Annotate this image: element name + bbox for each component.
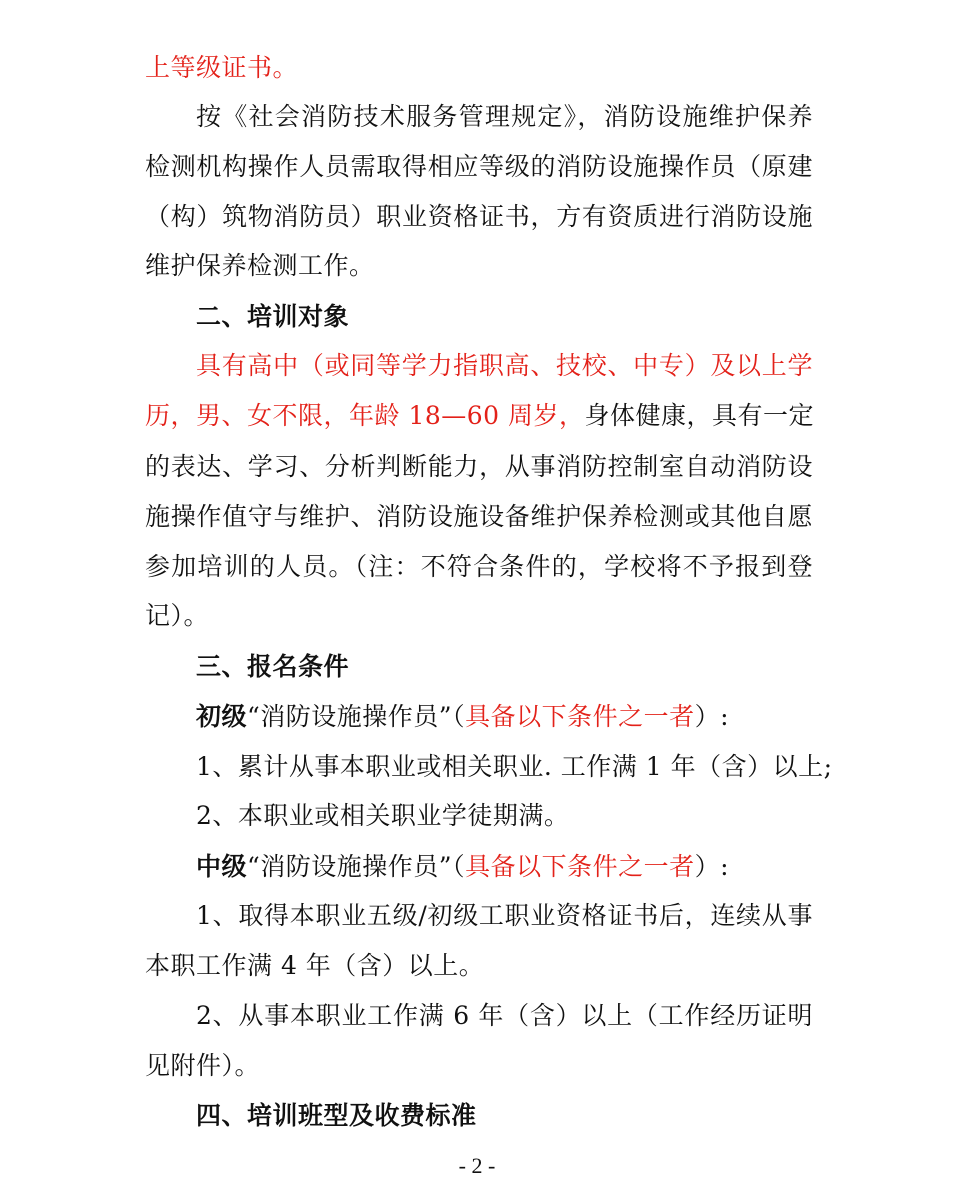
target-line-2 [145, 400, 813, 432]
law-line-1: 按《社会消防技术服务管理规定》，消防设施维护保养 [196, 102, 813, 131]
section-heading-3: 三、报名条件 [196, 652, 350, 681]
middle-item-1-line-1: 1、取得本职业五级/初级工职业资格证书后，连续从事 [196, 901, 813, 930]
middle-name: “消防设施操作员”（ [247, 852, 466, 881]
junior-heading [196, 701, 813, 733]
middle-level: 中级 [196, 852, 248, 881]
junior-close: ）: [694, 702, 730, 731]
target-line-2-red: 历，男、女不限，年龄 18—60 周岁， [145, 401, 585, 430]
junior-item-1: 1、累计从事本职业或相关职业. 工作满 1 年（含）以上; [196, 752, 833, 781]
target-line-4: 施操作值守与维护、消防设施设备维护保养检测或其他自愿 [145, 502, 813, 531]
junior-name: “消防设施操作员”（ [247, 702, 466, 731]
intro-tail: 上等级证书。 [145, 53, 299, 82]
target-line-2-rest: 身体健康，具有一定 [584, 401, 815, 430]
law-line-3: （构）筑物消防员）职业资格证书，方有资质进行消防设施 [145, 202, 813, 231]
middle-item-2-line-1: 2、从事本职业工作满 6 年（含）以上（工作经历证明 [196, 1001, 813, 1030]
law-line-2: 检测机构操作人员需取得相应等级的消防设施操作员（原建 [145, 152, 813, 181]
middle-heading [196, 851, 813, 883]
middle-item-1-line-2: 本职工作满 4 年（含）以上。 [145, 951, 485, 980]
section-heading-2: 二、培训对象 [196, 302, 350, 331]
section-heading-4: 四、培训班型及收费标准 [196, 1101, 477, 1130]
junior-item-2: 2、本职业或相关职业学徒期满。 [196, 801, 570, 830]
middle-close: ）: [694, 852, 730, 881]
middle-cond: 具备以下条件之一者 [465, 852, 695, 881]
page-number: - 2 - [458, 1153, 496, 1178]
target-line-1: 具有高中（或同等学力指职高、技校、中专）及以上学 [196, 351, 813, 380]
middle-item-2-line-2: 见附件）。 [145, 1051, 261, 1080]
target-line-3: 的表达、学习、分析判断能力，从事消防控制室自动消防设 [145, 452, 813, 481]
junior-level: 初级 [196, 702, 248, 731]
junior-cond: 具备以下条件之一者 [465, 702, 695, 731]
target-line-6: 记）。 [145, 601, 210, 630]
target-line-5: 参加培训的人员。（注：不符合条件的，学校将不予报到登 [145, 552, 813, 581]
law-line-4: 维护保养检测工作。 [145, 251, 375, 280]
